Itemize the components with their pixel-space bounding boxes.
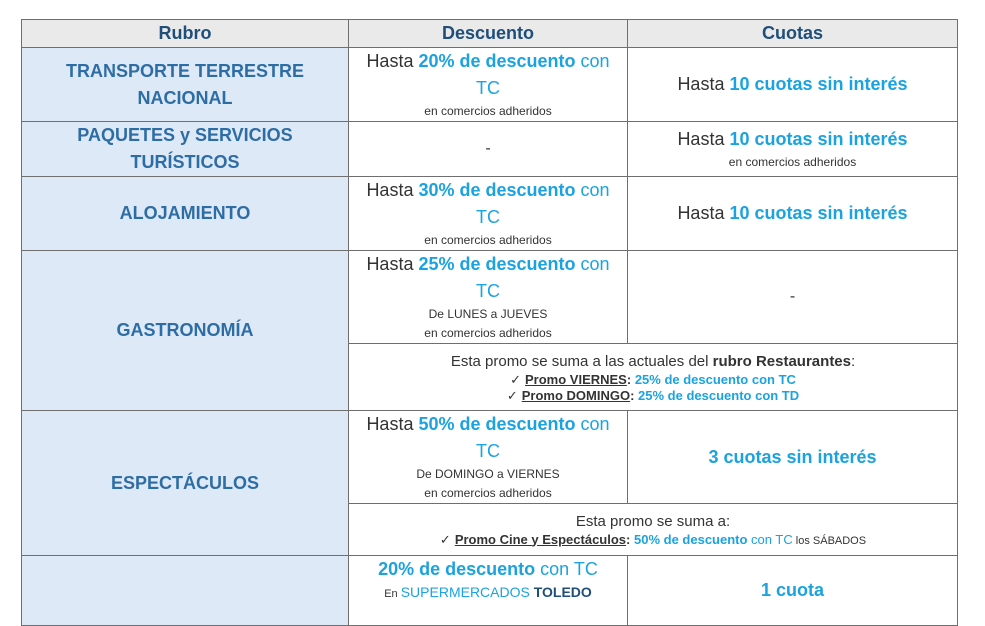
promo-espectaculos: Esta promo se suma a: ✓ Promo Cine y Espectáculos: 50% de descuento con TC los SÁBADOS [349, 504, 958, 556]
check-icon: ✓ [439, 531, 451, 547]
rubro-transporte: TRANSPORTE TERRESTRE NACIONAL [22, 48, 349, 122]
rubro-supermercados [22, 556, 349, 626]
cuotas-supermercados: 1 cuota [628, 556, 958, 626]
cuotas-paquetes: Hasta 10 cuotas sin interés en comercios adheridos [628, 122, 958, 177]
rubro-espectaculos: ESPECTÁCULOS [22, 411, 349, 556]
check-icon: ✓ [506, 387, 518, 403]
row-espectaculos [22, 411, 958, 504]
row-gastronomia [22, 251, 958, 344]
cuotas-alojamiento: Hasta 10 cuotas sin interés [628, 177, 958, 251]
descuento-paquetes: - [349, 122, 628, 177]
rubro-paquetes: PAQUETES y SERVICIOS TURÍSTICOS [22, 122, 349, 177]
promo-domingo: ✓ Promo DOMINGO: 25% de descuento con TD [506, 387, 800, 403]
cuotas-espectaculos: 3 cuotas sin interés [628, 411, 958, 504]
rubro-gastronomia: GASTRONOMÍA [22, 251, 349, 411]
row-supermercados [22, 556, 958, 626]
row-paquetes [22, 122, 958, 177]
header-descuento: Descuento [349, 20, 628, 48]
cuotas-gastronomia: - [628, 251, 958, 344]
promotions-table [21, 19, 958, 626]
descuento-transporte: Hasta 20% de descuento con TC en comercios adheridos [349, 48, 628, 122]
row-transporte [22, 48, 958, 122]
descuento-gastronomia: Hasta 25% de descuento con TC De LUNES a JUEVES en comercios adheridos [349, 251, 628, 344]
cuotas-transporte: Hasta 10 cuotas sin interés [628, 48, 958, 122]
row-alojamiento [22, 177, 958, 251]
descuento-espectaculos: Hasta 50% de descuento con TC De DOMINGO a VIERNES en comercios adheridos [349, 411, 628, 504]
promo-viernes: ✓ Promo VIERNES: 25% de descuento con TC [510, 371, 796, 387]
header-row [22, 20, 958, 48]
header-cuotas: Cuotas [628, 20, 958, 48]
promo-gastronomia: Esta promo se suma a las actuales del rubro Restaurantes: ✓ Promo VIERNES: 25% de descuento con TC ✓ Promo DOMINGO: 25% de descuento con TD [349, 344, 958, 411]
header-rubro: Rubro [22, 20, 349, 48]
descuento-alojamiento: Hasta 30% de descuento con TC en comercios adheridos [349, 177, 628, 251]
descuento-supermercados: 20% de descuento con TC En SUPERMERCADOS TOLEDO [349, 556, 628, 626]
check-icon: ✓ [510, 371, 521, 387]
rubro-alojamiento: ALOJAMIENTO [22, 177, 349, 251]
promo-cine: ✓ Promo Cine y Espectáculos: 50% de descuento con TC los SÁBADOS [439, 531, 867, 547]
